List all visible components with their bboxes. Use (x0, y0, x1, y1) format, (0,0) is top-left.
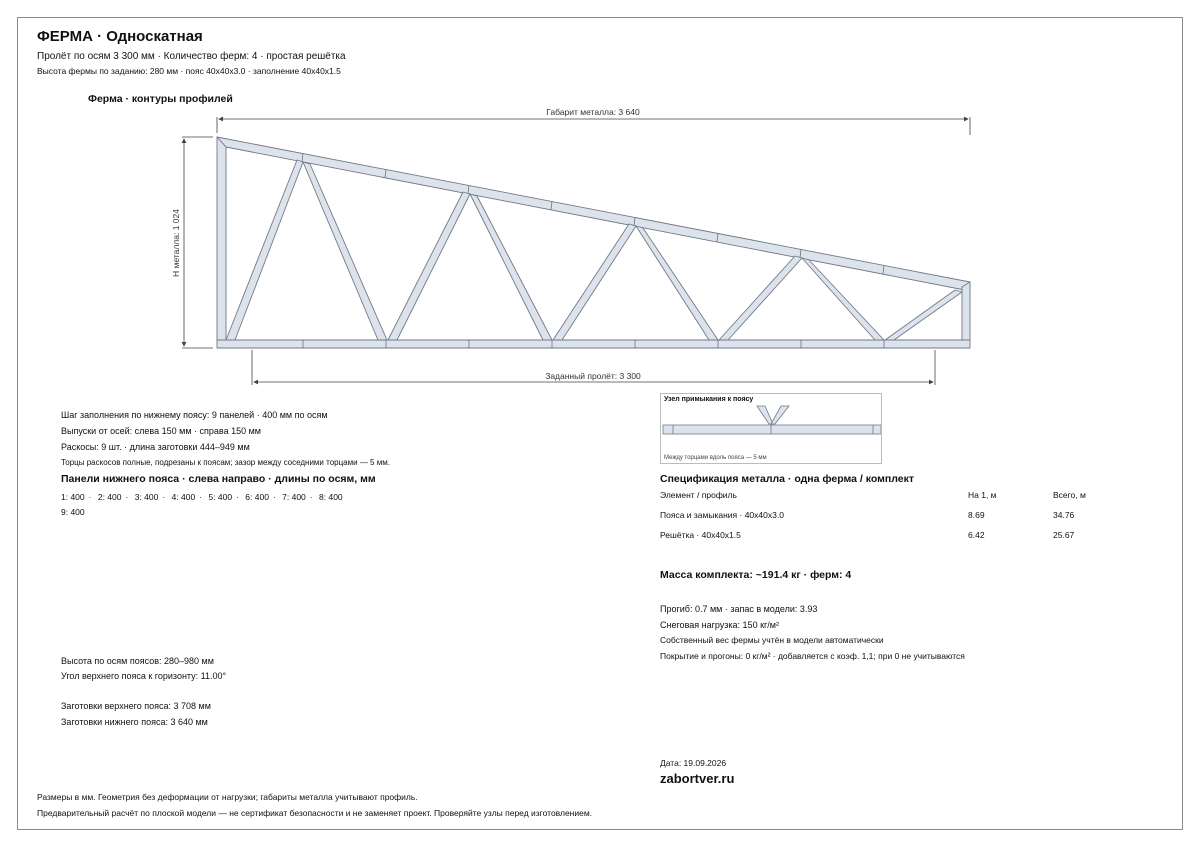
panel-item: 9: 400 (61, 507, 85, 517)
spec-header-per-one: На 1, м (968, 490, 997, 500)
figure-title: Ферма · контуры профилей (88, 93, 233, 105)
geometry-height: Высота по осям поясов: 280–980 мм (61, 656, 214, 666)
panel-item: 8: 400 (319, 492, 343, 502)
brand-name: zabortver.ru (660, 771, 735, 786)
date-label: Дата: 19.09.2026 (660, 758, 727, 768)
info-overhangs: Выпуски от осей: слева 150 мм · справа 150 мм (61, 426, 261, 436)
node-detail-title: Узел примыкания к поясу (664, 396, 754, 403)
span-dimension-label: Заданный пролёт: 3 300 (545, 371, 641, 381)
table-row (660, 510, 1100, 530)
diagonal-9 (885, 290, 962, 340)
spec-cell: Решётка · 40x40x1.5 (660, 530, 741, 540)
info-diagonals: Раскосы: 9 шт. · длина заготовки 444–949 мм (61, 442, 250, 452)
loads-deflection: Прогиб: 0.7 мм · запас в модели: 3.93 (660, 604, 818, 614)
spec-cell: 25.67 (1053, 530, 1075, 540)
node-detail-caption: Между торцами вдоль пояса — 5 мм (664, 455, 767, 461)
node-detail (660, 393, 882, 464)
overall-dimension-label: Габарит металла: 3 640 (546, 107, 640, 117)
spec-cell: 8.69 (968, 510, 985, 520)
page-title: ФЕРМА · Односкатная (37, 28, 203, 45)
spec-cell: 34.76 (1053, 510, 1075, 520)
panel-item: 2: 400 (97, 492, 122, 502)
spec-title: Спецификация металла · одна ферма / комплект (660, 473, 915, 485)
height-dimension-label: H металла: 1 024 (171, 209, 181, 277)
panel-item: 4: 400 (171, 492, 196, 502)
loads-covering: Покрытие и прогоны: 0 кг/м² · добавляется с коэф. 1,1; при 0 не учитываются (660, 651, 965, 661)
right-post (962, 282, 970, 340)
geometry-top-blanks: Заготовки верхнего пояса: 3 708 мм (61, 701, 211, 711)
geometry-bottom-blanks: Заготовки нижнего пояса: 3 640 мм (61, 717, 208, 727)
panels-list: 1: 400 · 2: 400 · 3: 400 · 4: 400 · 5: 400 · 6: 400 · 7: 400 · 8: 400 9: 400 (61, 490, 391, 520)
page-subtitle: Пролёт по осям 3 300 мм · Количество ферм: 4 · простая решётка (37, 51, 346, 62)
page-subtitle-secondary: Высота фермы по заданию: 280 мм · пояс 40x40x3.0 · заполнение 40x40x1.5 (37, 66, 341, 76)
loads-snow: Снеговая нагрузка: 150 кг/м² (660, 620, 779, 630)
diagonal-2 (303, 162, 387, 340)
loads-self-weight: Собственный вес фермы учтён в модели автоматически (660, 635, 884, 645)
diagonal-4 (470, 194, 552, 340)
panel-item: 7: 400 (282, 492, 306, 502)
footer-note-disclaimer: Предварительный расчёт по плоской модели — не сертификат безопасности и не заменяет проект. Проверяйте узлы перед изготовлением. (37, 808, 593, 818)
bottom-chord (217, 340, 970, 348)
diagonal-7 (719, 256, 802, 340)
panel-item: 6: 400 (245, 492, 269, 502)
spec-header-total: Всего, м (1053, 490, 1086, 500)
footer-note-dimensions: Размеры в мм. Геометрия без деформации от нагрузки; габариты металла учитывают профиль. (37, 792, 418, 802)
diagonal-1 (226, 160, 303, 340)
node-detail-drawing (661, 394, 881, 463)
panel-item: 1: 400 (61, 492, 85, 502)
spec-cell: Пояса и замыкания · 40x40x3.0 (660, 510, 784, 520)
spec-header-element: Элемент / профиль (660, 490, 737, 500)
info-fill-step: Шаг заполнения по нижнему поясу: 9 панелей · 400 мм по осям (61, 410, 328, 420)
spec-header-row (660, 490, 1100, 510)
diagonal-5 (553, 224, 636, 340)
info-ends: Торцы раскосов полные, подрезаны к поясам; зазор между соседними торцами — 5 мм. (61, 458, 390, 467)
panel-item: 5: 400 (208, 492, 233, 502)
diagonal-3 (388, 192, 470, 340)
table-row (660, 530, 1100, 550)
diagonal-6 (636, 226, 718, 340)
geometry-angle: Угол верхнего пояса к горизонту: 11.00° (61, 671, 227, 681)
mass-summary: Масса комплекта: ~191.4 кг · ферм: 4 (660, 569, 852, 581)
panel-item: 3: 400 (134, 492, 159, 502)
spec-table (660, 490, 1100, 550)
panels-title: Панели нижнего пояса · слева направо · длины по осям, мм (61, 473, 376, 485)
spec-cell: 6.42 (968, 530, 985, 540)
left-post (217, 137, 226, 340)
